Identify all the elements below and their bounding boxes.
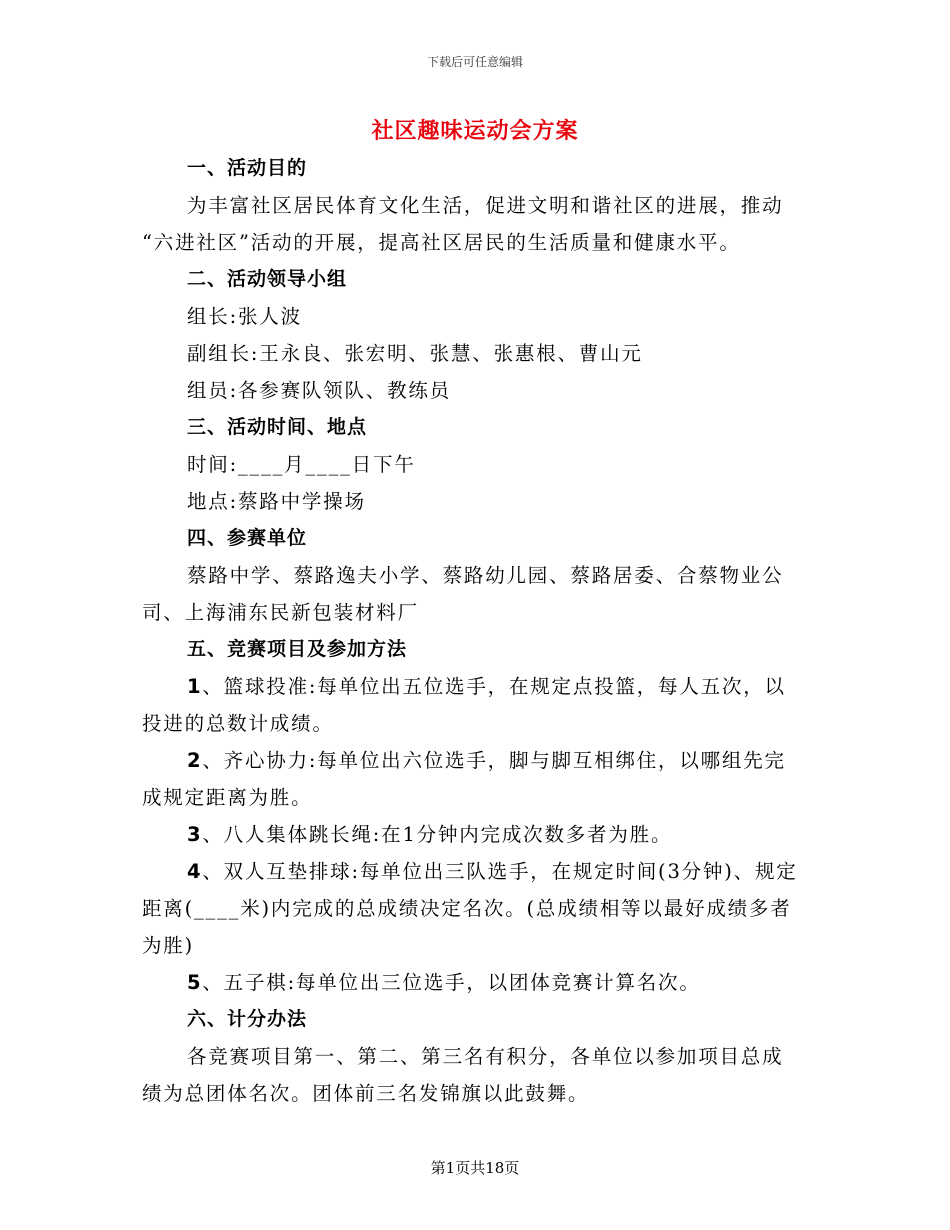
leader-line: 组长:张人波 [187,305,302,328]
item-number: 2 [187,749,203,772]
section-heading-3: 三、活动时间、地点 [187,416,368,438]
item-number: 3 [187,823,203,846]
paragraph-line: 投进的总数计成绩。 [142,712,334,735]
place-line: 地点:蔡路中学操场 [187,490,366,513]
section-heading-4: 四、参赛单位 [187,527,308,549]
item-number: 5 [187,971,203,994]
paragraph-line: “六进社区”活动的开展，提高社区居民的生活质量和健康水平。 [142,231,741,254]
section-heading-6: 六、计分办法 [187,1008,308,1030]
paragraph-line: 为丰富社区居民体育文化生活，促进文明和谐社区的进展，推动 [187,194,784,217]
event-item-1 [142,668,812,705]
header-note: 下载后可任意编辑 [426,55,523,69]
item-text: 、五子棋:每单位出三位选手，以团体竞赛计算名次。 [202,971,701,994]
section-heading-5: 五、竞赛项目及参加方法 [187,638,408,660]
event-item-3 [142,816,812,853]
paragraph-line: 蔡路中学、蔡路逸夫小学、蔡路幼儿园、蔡路居委、合蔡物业公 [187,564,784,587]
paragraph-line: 各竞赛项目第一、第二、第三名有积分，各单位以参加项目总成 [187,1045,784,1068]
section-heading-1: 一、活动目的 [187,157,308,179]
event-item-2 [142,742,812,779]
item-number: 4 [187,860,203,883]
item-text: 、齐心协力:每单位出六位选手，脚与脚互相绑住，以哪组先完 [202,749,786,772]
item-text: 、双人互垫排球:每单位出三队选手，在规定时间(3分钟)、规定 [202,860,798,883]
paragraph-line: 司、上海浦东民新包装材料厂 [142,601,419,624]
item-text: 、篮球投准:每单位出五位选手，在规定点投篮，每人五次，以 [202,675,786,698]
time-line: 时间:____月____日下午 [187,453,416,476]
section-heading-2: 二、活动领导小组 [187,268,348,290]
members-line: 组员:各参赛队领队、教练员 [187,379,451,402]
deputy-leader-line: 副组长:王永良、张宏明、张慧、张惠根、曹山元 [187,342,643,365]
document-body [142,150,812,1112]
event-item-4 [142,853,812,890]
document-title: 社区趣味运动会方案 [371,118,579,144]
item-number: 1 [187,675,203,698]
paragraph-line: 距离(____米)内完成的总成绩决定名次。(总成绩相等以最好成绩多者 [142,897,792,920]
event-item-5 [142,964,812,1001]
paragraph-line: 绩为总团体名次。团体前三名发锦旗以此鼓舞。 [142,1082,590,1105]
paragraph-line: 为胜) [142,934,195,957]
item-text: 、八人集体跳长绳:在1分钟内完成次数多者为胜。 [202,823,673,846]
paragraph-line: 成规定距离为胜。 [142,786,313,809]
page-footer: 第1页共18页 [430,1159,520,1177]
